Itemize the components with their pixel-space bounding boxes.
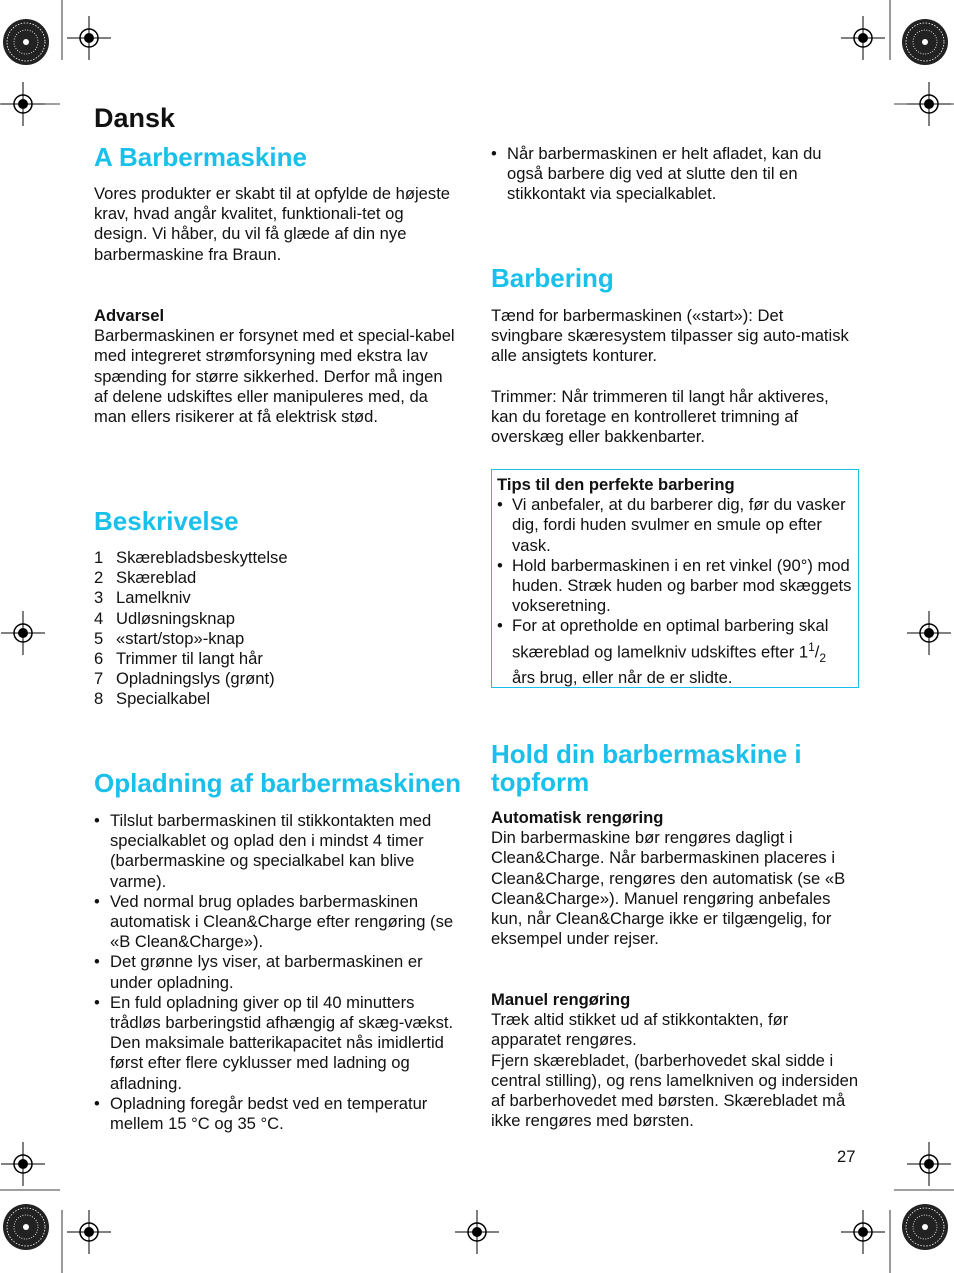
list-item: 1 Skærebladsbeskyttelse xyxy=(94,548,288,567)
list-item: 8 Specialkabel xyxy=(94,689,211,709)
crosshair-icon xyxy=(1,611,45,655)
crosshair-icon xyxy=(841,1210,885,1254)
star-mark-icon xyxy=(3,1204,49,1250)
manual-cleaning-text-2: Fjern skærebladet, (barberhovedet skal sidde i central stilling), og rens lamelkniven og indersiden af barberhovedet med børsten. Skærebladet må ikke rengøres med børsten. xyxy=(491,1050,859,1131)
section-a-heading: A Barbermaskine xyxy=(94,142,307,172)
manual-cleaning-title: Manuel rengøring xyxy=(491,990,631,1009)
charging-heading: Opladning af barbermaskinen xyxy=(94,768,461,798)
list-item: • Opladning foregår bedst ved en temperatur mellem 15 °C og 35 °C. xyxy=(94,1094,458,1134)
list-item: 6 Trimmer til langt hår xyxy=(94,649,263,669)
list-item: 4 Udløsningsknap xyxy=(94,608,235,628)
auto-cleaning-title: Automatisk rengøring xyxy=(491,808,664,827)
crosshair-icon xyxy=(907,1142,951,1186)
shaving-paragraph-2: Trimmer: Når trimmeren til langt hår aktiveres, kan du foretage en kontrolleret trimning af overskæg eller bakkenbarter. xyxy=(491,387,829,447)
shaving-heading: Barbering xyxy=(491,263,614,293)
care-heading: Hold din barbermaskine i topform xyxy=(491,739,802,797)
list-item: • Tilslut barbermaskinen til stikkontakten med specialkablet og oplad den i mindst 4 timer (barbermaskine og specialkabel kan blive varme). xyxy=(94,811,458,892)
list-item: • En fuld opladning giver op til 40 minutters trådløs barberingstid afhængig af skæg-vækst. Den maksimale batterikapacitet nås imidlertid først efter flere cyklusser med ladning og afladning. xyxy=(94,993,458,1094)
list-item: 3 Lamelkniv xyxy=(94,588,191,608)
description-heading: Beskrivelse xyxy=(94,506,239,536)
warning-text: Barbermaskinen er forsynet med et special-kabel med integreret strømforsyning med ekstra lav spænding for større sikkerhed. Derfor må ingen af delene udskiftes eller manipuleres med, da man ellers risikerer at få elektrisk stød. xyxy=(94,326,455,427)
tips-title: Tips til den perfekte barbering xyxy=(497,475,735,494)
list-item: 7 Opladningslys (grønt) xyxy=(94,669,275,689)
list-item: • Ved normal brug oplades barbermaskinen automatisk i Clean&Charge efter rengøring (se «B Clean&Charge»). xyxy=(94,892,458,953)
list-item: • Når barbermaskinen er helt afladet, kan du også barbere dig ved at slutte den til en stikkontakt via specialkablet. xyxy=(491,144,859,205)
crosshair-icon xyxy=(67,16,111,60)
list-item: • Vi anbefaler, at du barberer dig, før du vasker dig, fordi huden svulmer en smule op efter vask. xyxy=(497,495,852,556)
list-item: • Hold barbermaskinen i en ret vinkel (90°) mod huden. Stræk huden og barber mod skæggets vokseretning. xyxy=(497,556,852,617)
crosshair-icon xyxy=(907,611,951,655)
crosshair-icon xyxy=(1,1142,45,1186)
crosshair-icon xyxy=(67,1210,111,1254)
list-item: 5 «start/stop»-knap xyxy=(94,628,245,648)
list-item: • Det grønne lys viser, at barbermaskinen er under opladning. xyxy=(94,952,458,992)
page-number: 27 xyxy=(837,1147,856,1166)
shaving-paragraph-1: Tænd for barbermaskinen («start»): Det svingbare skæresystem tilpasser sig auto-matisk alle ansigtets konturer. xyxy=(491,306,849,366)
crosshair-icon xyxy=(455,1210,499,1254)
auto-cleaning-text: Din barbermaskine bør rengøres dagligt i Clean&Charge. Når barbermaskinen placeres i Clean&Charge, rengøres den automatisk (se «B Clean&Charge»). Manuel rengøring anbefales kun, når Clean&Charge ikke er tilgængelig, for eksempel under rejser. xyxy=(491,828,846,949)
warning-title: Advarsel xyxy=(94,306,165,325)
star-mark-icon xyxy=(3,19,49,65)
intro-paragraph: Vores produkter er skabt til at opfylde de højeste krav, hvad angår kvalitet, funktionali-tet og design. Vi håber, du vil få glæde af din nye barbermaskine fra Braun. xyxy=(94,184,451,264)
star-mark-icon xyxy=(902,19,948,65)
list-item: 2 Skæreblad xyxy=(94,568,197,588)
crosshair-icon xyxy=(841,16,885,60)
list-item: • For at opretholde en optimal barbering skal skæreblad og lamelkniv udskiftes efter $1^1/_2$ års brug, eller når de er slidte. xyxy=(497,616,852,687)
manual-cleaning-text-1: Træk altid stikket ud af stikkontakten, før apparatet rengøres. xyxy=(491,1010,789,1050)
star-mark-icon xyxy=(902,1204,948,1250)
language-heading: Dansk xyxy=(94,103,176,133)
